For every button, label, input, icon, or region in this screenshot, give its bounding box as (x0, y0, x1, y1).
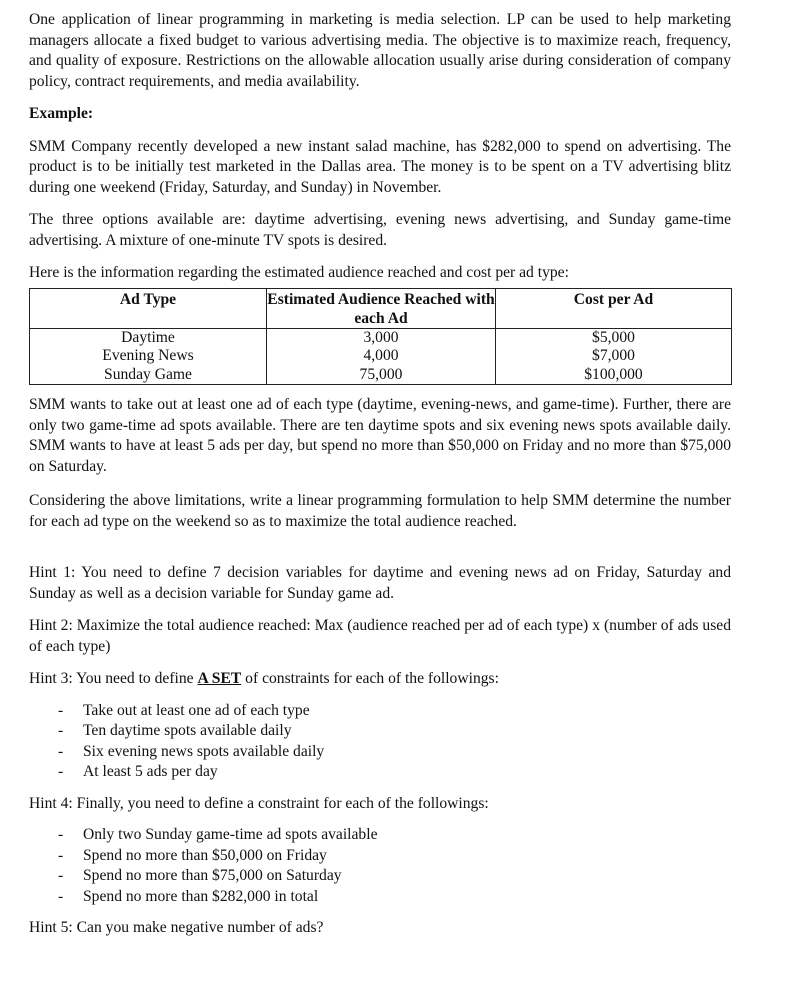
dash-bullet: - (58, 763, 64, 780)
hint-1: Hint 1: You need to define 7 decision variables for daytime and evening news ad on Friday, Saturday and Sunday as well as a decision variable for Sunday game ad. (29, 564, 731, 602)
hint-3 (29, 669, 731, 690)
dash-bullet: - (58, 867, 64, 884)
list-item (29, 701, 731, 722)
hint-4-list (29, 825, 731, 907)
hint-4: Hint 4: Finally, you need to define a constraint for each of the followings: (29, 794, 489, 812)
list-item-text: Take out at least one ad of each type (83, 701, 310, 719)
cell-ad-type: Daytime (30, 328, 267, 347)
list-item (29, 762, 731, 783)
list-item-text: At least 5 ads per day (83, 763, 218, 780)
story-paragraph: SMM Company recently developed a new instant salad machine, has $282,000 to spend on advertising. The product is to be initially test marketed in the Dallas area. The money is to be spent on a TV advertising blitz during one weekend (Friday, Saturday, and Sunday) in November. (29, 137, 731, 196)
cell-audience: 4,000 (267, 347, 496, 366)
hint-3-list (29, 701, 731, 783)
header-ad-type: Ad Type (30, 288, 267, 328)
hint-5: Hint 5: Can you make negative number of ads? (29, 919, 324, 936)
cell-cost: $5,000 (496, 328, 732, 347)
ad-info-table (29, 288, 732, 386)
info-lead-paragraph: Here is the information regarding the estimated audience reached and cost per ad type: (29, 264, 569, 281)
list-item (29, 825, 731, 846)
cell-ad-type: Evening News (30, 347, 267, 366)
example-heading: Example: (29, 105, 94, 122)
list-item (29, 846, 731, 867)
list-item (29, 866, 731, 887)
requirements-paragraph: SMM wants to take out at least one ad of each type (daytime, evening-news, and game-time). Further, there are only two game-time ad spots available. There are ten daytime spots and six evening news spots available daily. SMM wants to have at least 5 ads per day, but spend no more than $50,000 on Friday and no more than $75,000 on Saturday. (29, 396, 731, 475)
list-item-text: Spend no more than $75,000 on Saturday (83, 867, 342, 884)
intro-paragraph: One application of linear programming in marketing is media selection. LP can be used to help marketing managers allocate a fixed budget to various advertising media. The objective is to maximize reach, frequency, and quality of exposure. Restrictions on the allowable allocation usually arise during consideration of company policy, contract requirements, and media availability. (29, 11, 731, 90)
cell-ad-type: Sunday Game (30, 366, 267, 385)
list-item-text: Spend no more than $50,000 on Friday (83, 846, 327, 864)
hint-3-tail: of constraints for each of the followings: (241, 670, 499, 687)
hint-3-lead: Hint 3: You need to define (29, 670, 198, 687)
header-cost: Cost per Ad (496, 288, 732, 328)
cell-cost: $7,000 (496, 347, 732, 366)
cell-audience: 75,000 (267, 366, 496, 385)
hint-2: Hint 2: Maximize the total audience reached: Max (audience reached per ad of each type) x (number of ads used of each type) (29, 617, 731, 655)
document-page (29, 10, 731, 939)
dash-bullet: - (58, 846, 64, 864)
options-paragraph: The three options available are: daytime advertising, evening news advertising, and Sunday game-time advertising. A mixture of one-minute TV spots is desired. (29, 211, 731, 249)
list-item (29, 887, 731, 908)
dash-bullet: - (58, 887, 64, 905)
header-audience: Estimated Audience Reached with each Ad (267, 288, 496, 328)
table-header-row (30, 288, 732, 328)
table-row (30, 328, 732, 347)
list-item (29, 721, 731, 742)
dash-bullet: - (58, 826, 64, 843)
list-item-text: Ten daytime spots available daily (83, 722, 292, 739)
hint-3-emphasis: A SET (197, 670, 242, 687)
list-item-text: Only two Sunday game-time ad spots available (83, 826, 378, 843)
list-item-text: Spend no more than $282,000 in total (83, 887, 319, 905)
task-paragraph: Considering the above limitations, write a linear programming formulation to help SMM determine the number for each ad type on the weekend so as to maximize the total audience reached. (29, 492, 731, 530)
table-row (30, 347, 732, 366)
list-item-text: Six evening news spots available daily (83, 742, 325, 760)
dash-bullet: - (58, 722, 64, 739)
cell-cost: $100,000 (496, 366, 732, 385)
list-item (29, 742, 731, 763)
table-row (30, 366, 732, 385)
cell-audience: 3,000 (267, 328, 496, 347)
dash-bullet: - (58, 742, 64, 760)
dash-bullet: - (58, 701, 64, 719)
